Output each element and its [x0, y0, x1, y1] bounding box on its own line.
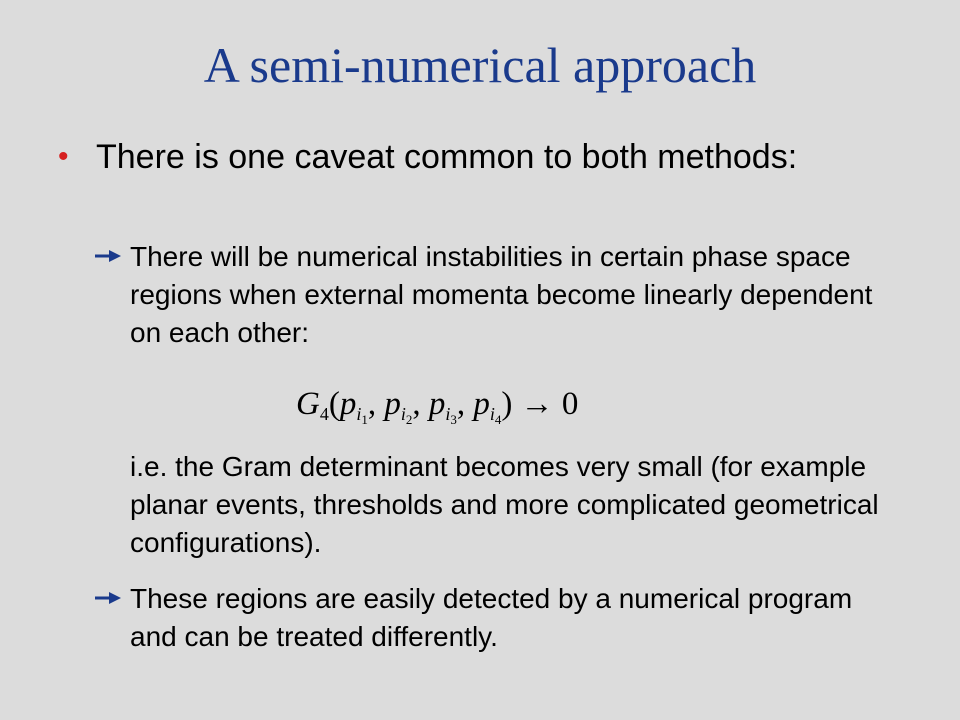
formula-comma-2: ,: [412, 386, 429, 422]
formula-i3: i: [445, 404, 451, 424]
formula-i1: i: [356, 404, 362, 424]
slide-title: A semi-numerical approach: [203, 37, 757, 93]
formula-p4: p: [473, 386, 490, 422]
formula-p2: p: [384, 386, 401, 422]
formula-arrow: →: [520, 386, 554, 422]
formula-close: ): [501, 386, 513, 422]
formula-idx-1: 1: [361, 412, 368, 427]
formula-i4: i: [489, 404, 495, 424]
sub-bullet-text-2: These regions are easily detected by a numerical program and can be treated differently.: [130, 583, 853, 652]
formula-G: G: [296, 386, 320, 422]
formula-open: (: [328, 386, 340, 422]
gram-formula: [296, 386, 578, 428]
arrow-right-icon: [95, 250, 121, 262]
formula-p1: p: [339, 386, 357, 422]
formula-idx-3: 3: [450, 412, 457, 427]
formula-i2: i: [400, 404, 406, 424]
formula-idx-2: 2: [405, 412, 413, 427]
sub-bullet-text-1: There will be numerical instabilities in certain phase space regions when external momenta become linearly dependent on each other:: [130, 241, 873, 348]
formula-comma-3: ,: [456, 386, 474, 422]
formula-G-sub: 4: [319, 404, 329, 424]
formula-zero: 0: [561, 386, 579, 422]
formula-comma-1: ,: [367, 386, 385, 422]
formula-idx-4: 4: [494, 412, 502, 427]
sub-bullet-text-1-continued: i.e. the Gram determinant becomes very small (for example planar events, thresholds and more complicated geometrical configurations).: [130, 451, 879, 558]
arrow-right-icon: [95, 592, 121, 604]
formula-p3: p: [428, 386, 446, 422]
bullet-text: There is one caveat common to both methods:: [96, 138, 798, 176]
bullet-dot-icon: •: [58, 140, 69, 173]
